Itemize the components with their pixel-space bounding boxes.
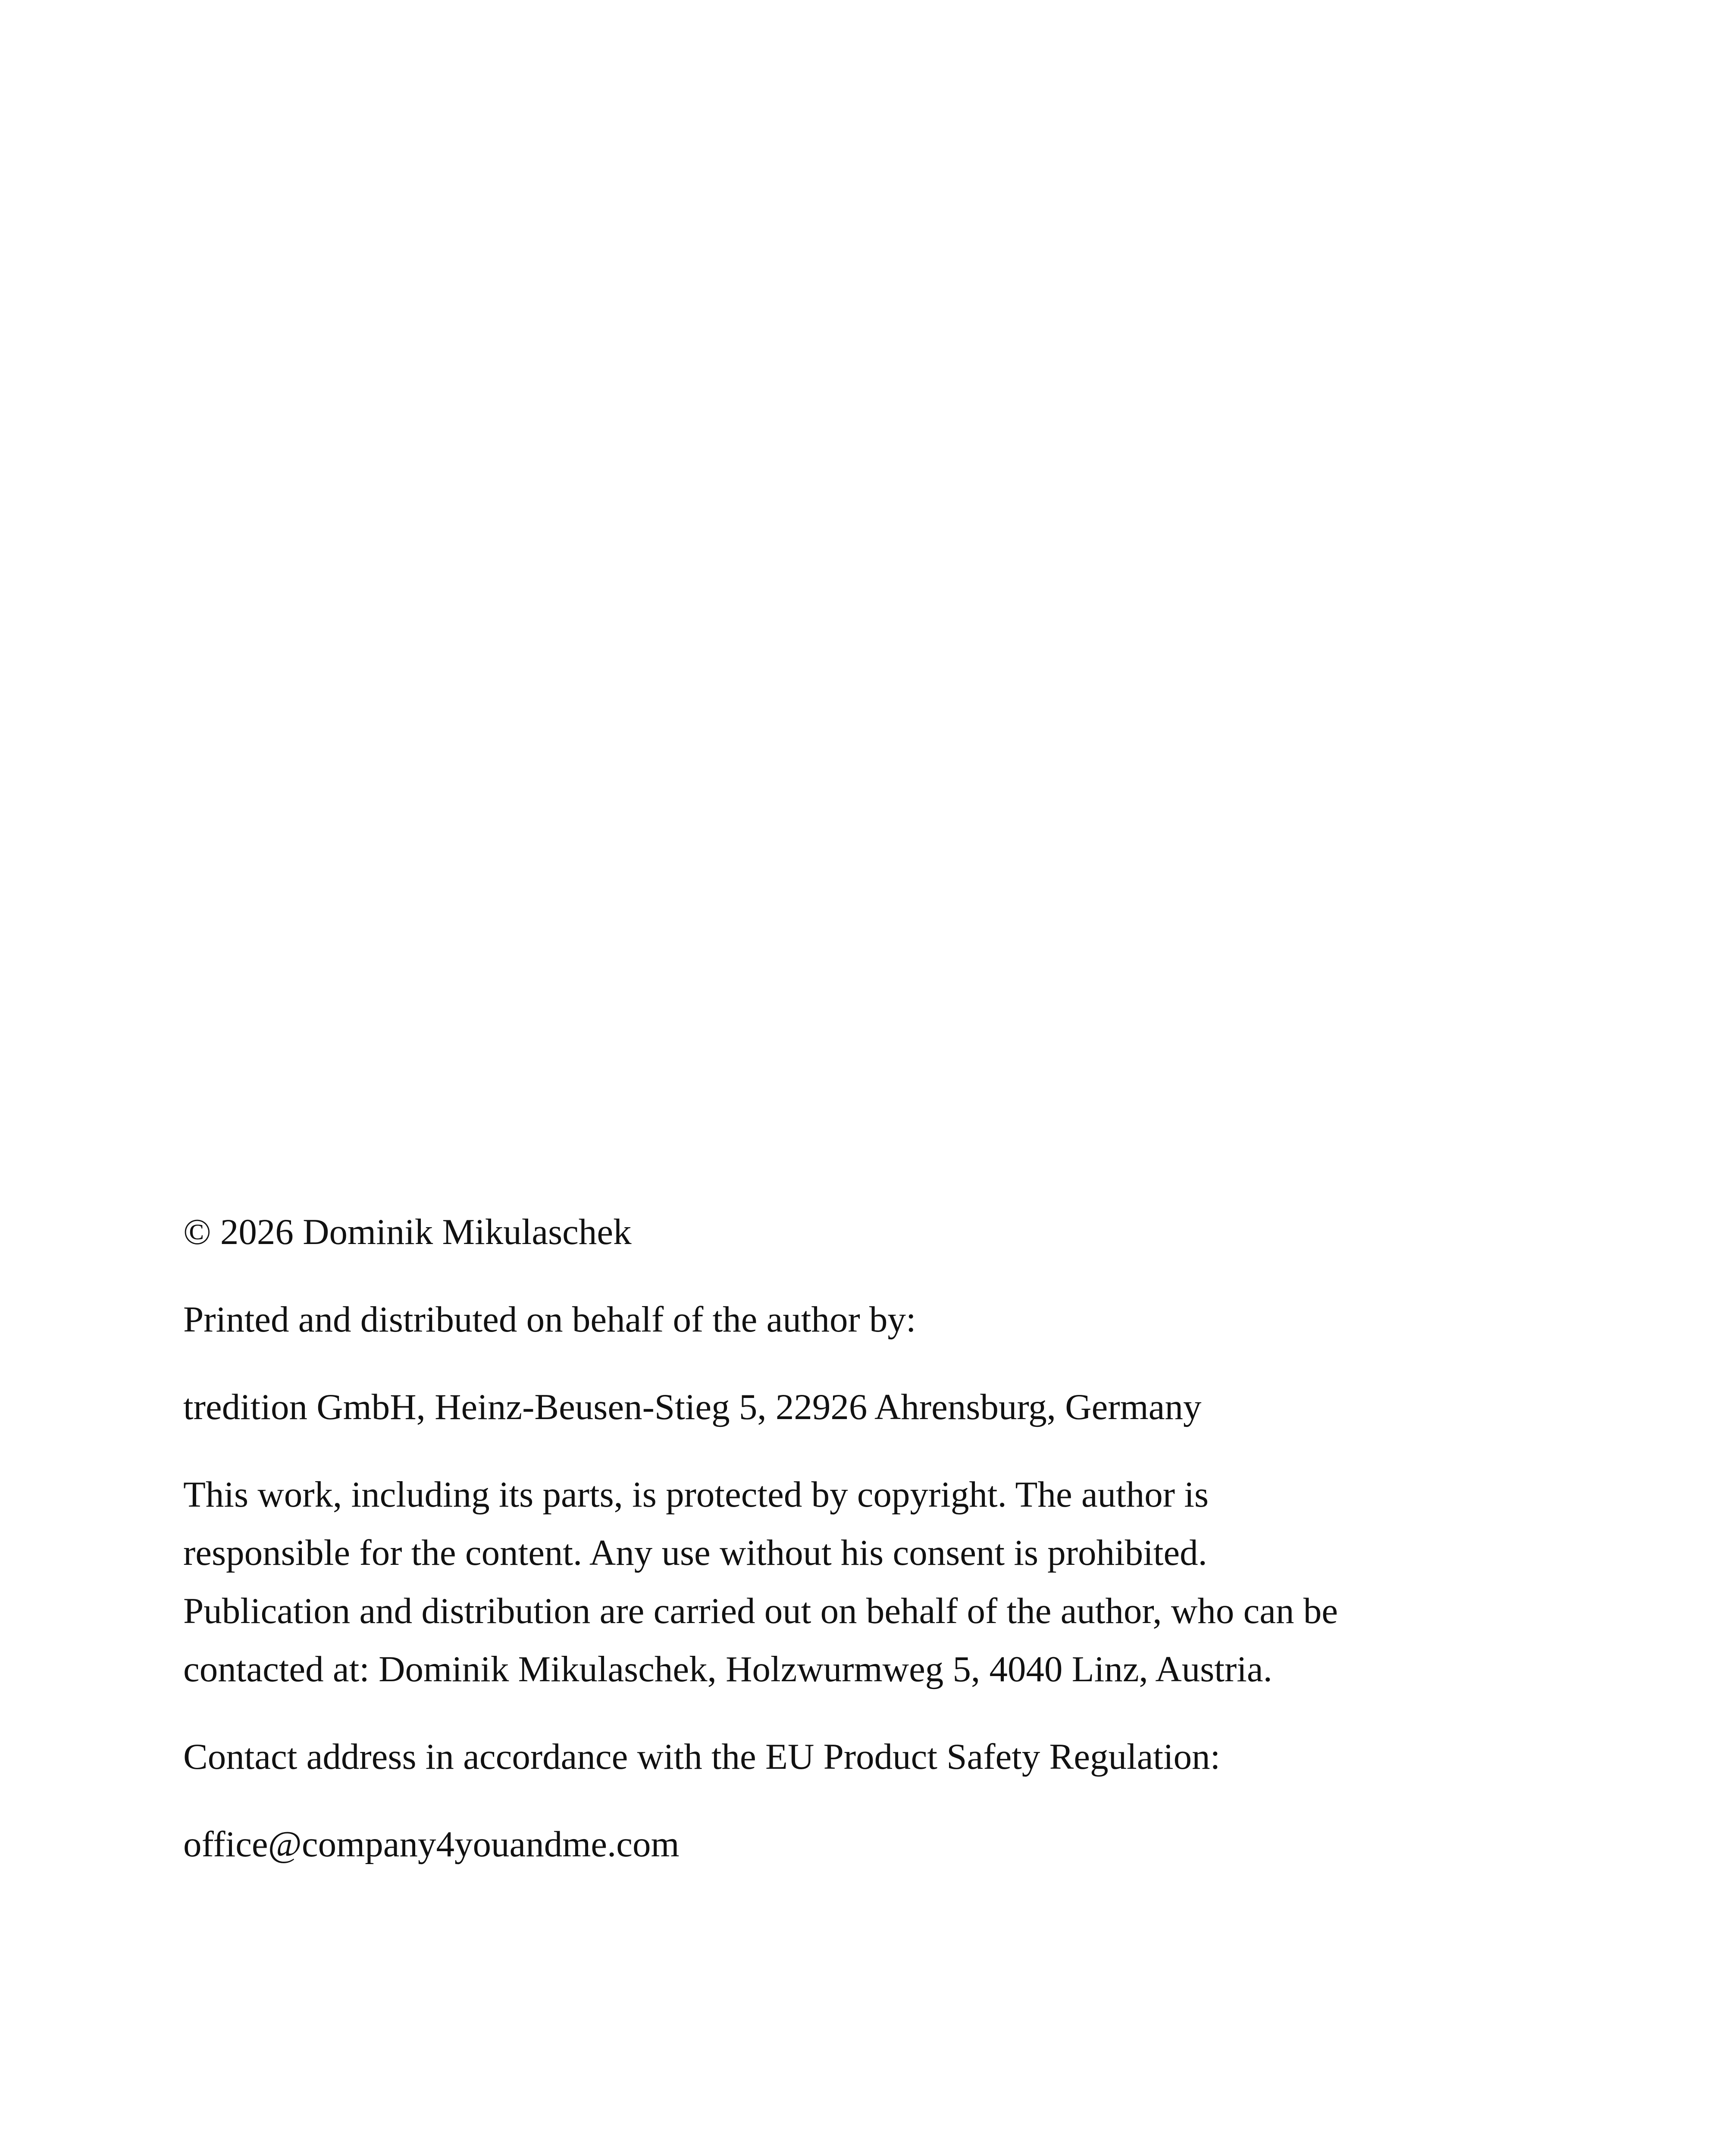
copyright-notice: © 2026 Dominik Mikulaschek	[183, 1212, 632, 1252]
legal-notice	[183, 1466, 1554, 1698]
legal-notice-line: responsible for the content. Any use without his consent is prohibited.	[183, 1532, 1207, 1573]
legal-notice-line: contacted at: Dominik Mikulaschek, Holzwurmweg 5, 4040 Linz, Austria.	[183, 1649, 1272, 1689]
legal-notice-line: Publication and distribution are carried out on behalf of the author, who can be	[183, 1591, 1338, 1631]
contact-label: Contact address in accordance with the EU Product Safety Regulation:	[183, 1736, 1221, 1777]
contact-email: office@company4youandme.com	[183, 1824, 680, 1865]
imprint-block	[183, 1203, 1554, 1874]
publisher-address: tredition GmbH, Heinz-Beusen-Stieg 5, 22926 Ahrensburg, Germany	[183, 1387, 1202, 1427]
legal-notice-line: This work, including its parts, is protected by copyright. The author is	[183, 1474, 1209, 1515]
printed-by-label: Printed and distributed on behalf of the author by:	[183, 1299, 916, 1340]
